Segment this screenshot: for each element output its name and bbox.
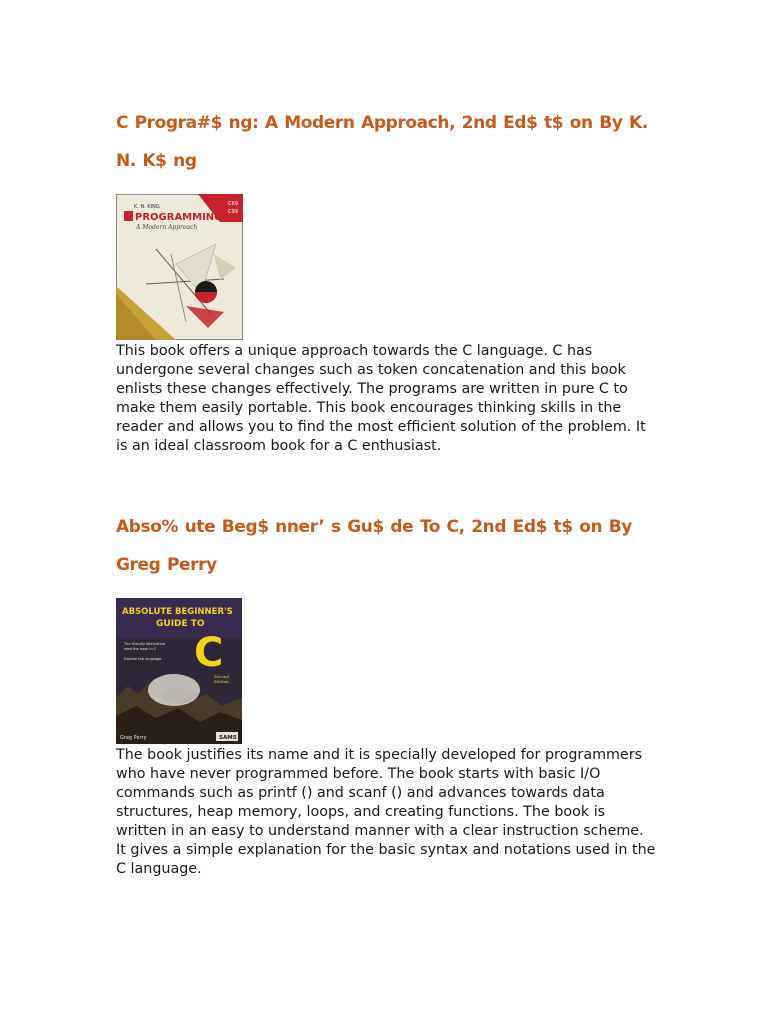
book-title: C Progra#$ ng: A Modern Approach, 2nd Ed$ t$ on By K. N. K$ ng	[116, 113, 648, 171]
svg-text:read the book in C: read the book in C	[124, 647, 157, 651]
cover-badge-text: C89	[228, 201, 238, 207]
cover-subtitle: A Modern Approach	[136, 224, 198, 231]
book-title: Abso% ute Beg$ nner’ s Gu$ de To C, 2nd Ed$ t$ on By Greg Perry	[116, 517, 632, 575]
cover-title-line1: ABSOLUTE BEGINNER'S	[122, 607, 233, 617]
svg-text:The friendly alternative: The friendly alternative	[124, 642, 165, 646]
book-cover-absolute-beginners-guide	[116, 598, 242, 744]
svg-text:Edition: Edition	[214, 679, 229, 684]
cover-big-letter: C	[194, 630, 224, 676]
svg-text:C99: C99	[228, 209, 238, 215]
cover-author: K. N. KING	[134, 204, 160, 210]
cover-publisher: SAMS	[219, 735, 237, 741]
book-section-1	[116, 104, 656, 456]
document-page	[116, 104, 656, 877]
book-description: This book offers a unique approach towards the C language. C has undergone several changes such as token concatenation and this book enlists these changes effectively. The programs are written in pure C to make them easily portable. This book encourages thinking skills in the reader and allows you to find the most efficient solution of the problem. It is an ideal classroom book for a C enthusiast.	[116, 343, 646, 454]
svg-text:Explore the language: Explore the language	[124, 657, 162, 661]
cover-title-line2: GUIDE TO	[156, 619, 205, 629]
cover-author: Greg Perry	[120, 735, 147, 741]
cover-edition: Second	[214, 674, 229, 679]
book-section-2	[116, 508, 656, 879]
cover-title: PROGRAMMING	[135, 212, 223, 223]
book-description: The book justifies its name and it is specially developed for programmers who have never programmed before. The book starts with basic I/O commands such as printf () and scanf () and advances towards data structures, heap memory, loops, and creating functions. The book is written in an easy to understand manner with a clear instruction scheme. It gives a simple explanation for the basic syntax and notations used in the C language.	[116, 747, 656, 877]
book-cover-c-programming	[116, 194, 243, 340]
